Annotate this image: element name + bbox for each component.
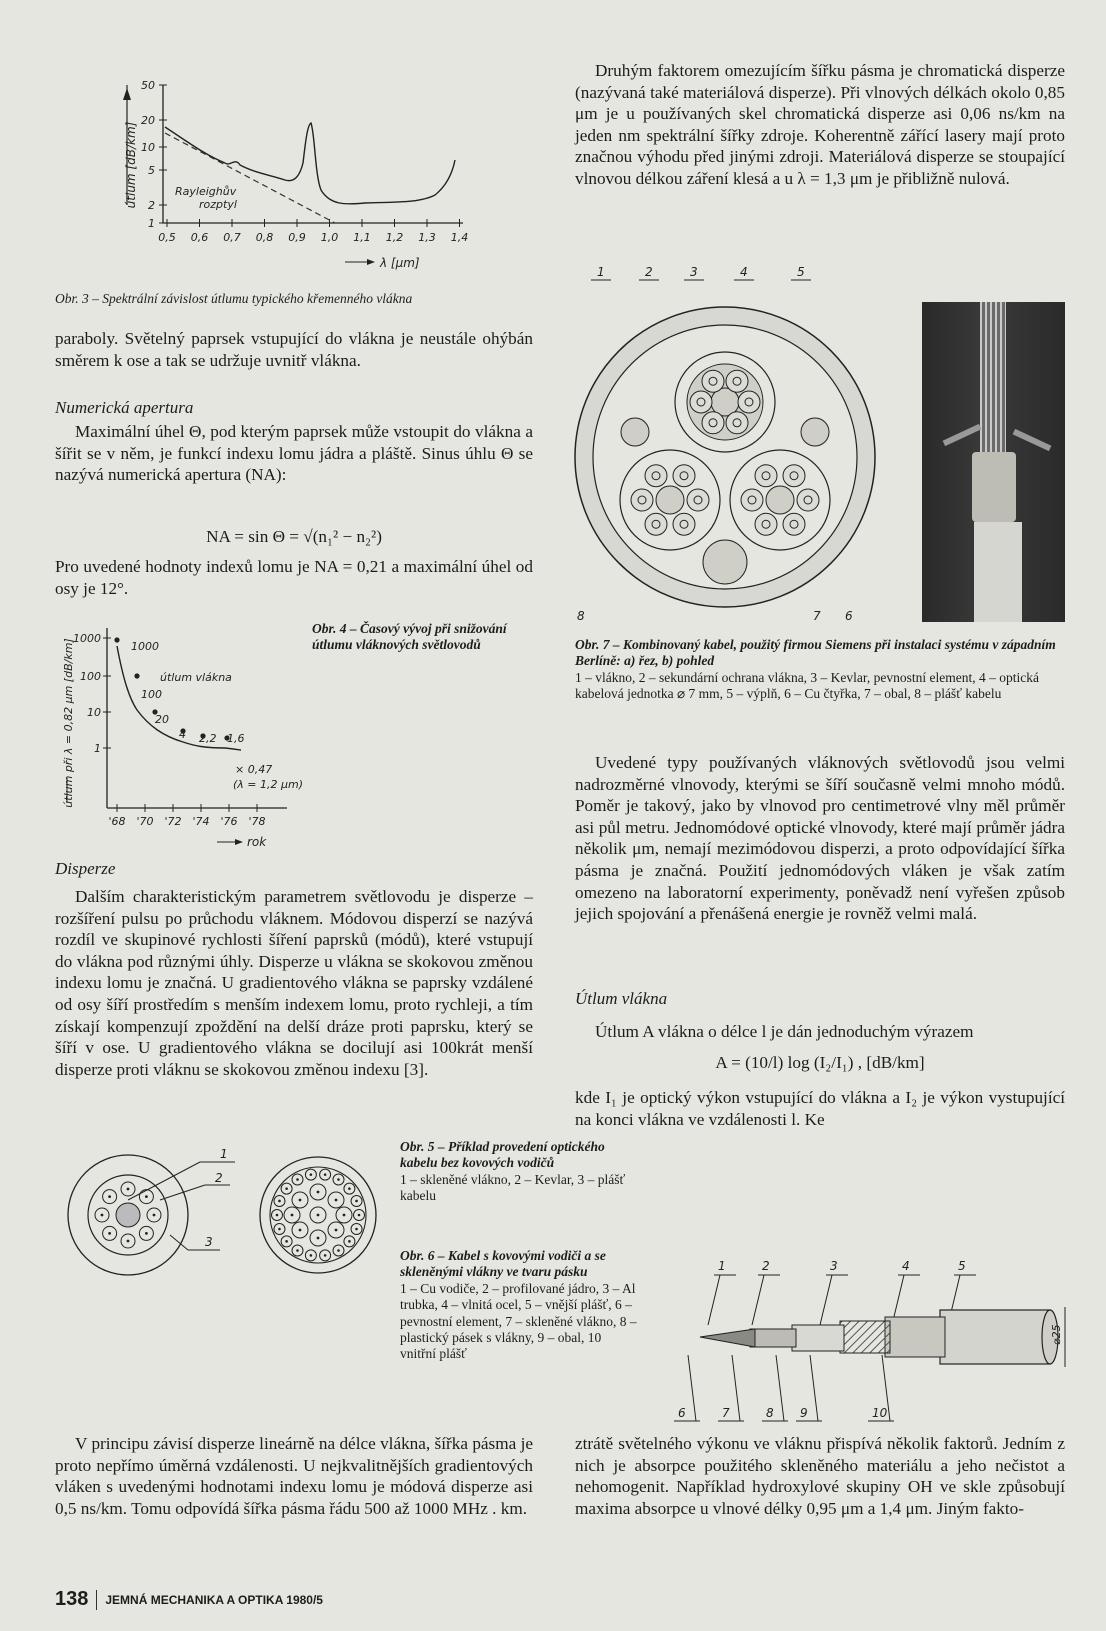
fig7-label-2: 2 — [645, 265, 653, 279]
fig6-side-label-3: 3 — [830, 1259, 838, 1273]
fig5-label-2: 2 — [215, 1171, 223, 1185]
figure-4-attenuation-trend-chart — [55, 618, 305, 863]
fig4-point-label-100: 100 — [141, 688, 162, 701]
fig6-side-label-1: 1 — [718, 1259, 726, 1273]
fig7-left-unit-element-5 — [673, 465, 695, 487]
footer-divider — [96, 1590, 97, 1610]
fig4-xtick-2: '72 — [164, 815, 182, 828]
fig7-left-unit-element-2 — [645, 513, 667, 535]
fig3-xtick-8: 1,3 — [418, 231, 436, 244]
fig5-caption-body: 1 – skleněné vlákno, 2 – Kevlar, 3 – plášť kabelu — [400, 1171, 626, 1204]
left-paragraph-3: Pro uvedené hodnoty indexů lomu je NA = 0,21 a maximální úhel od osy je 12°. — [55, 557, 533, 598]
fig6-side-label-8: 8 — [766, 1406, 774, 1420]
right-paragraph-1: Druhým faktorem omezujícím šířku pásma je chromatická disperze (nazývaná také materiálová disperze). Při vlnových délkách okolo 0,85 μm je u používaných skel chromatická disperze asi 0,06 ns/km na jeden nm spektrální šířky zdroje. Koherentně zářící lasery mají proto značnou výhodu před jinými zdroji. Materiálová disperze se stoupající vlnovou délkou záření klesá a u λ = 1,3 μm je přibližně nulová. — [575, 61, 1065, 188]
fig6-side-label-2: 2 — [762, 1259, 770, 1273]
fig7-unit-top — [675, 352, 775, 452]
fig4-curve-label: útlum vlákna — [160, 671, 232, 684]
fig7-left-unit-element-1 — [673, 513, 695, 535]
fig7-label-1: 1 — [597, 265, 605, 279]
fig4-point-label-20: 20 — [155, 713, 169, 726]
fig4-ytick-3: 1 — [94, 742, 101, 755]
figure-7-combined-cable-section — [575, 262, 895, 632]
fig7-left-unit-element-0 — [687, 489, 709, 511]
fig5-caption — [400, 1139, 640, 1205]
fig4-point-label-1000: 1000 — [131, 640, 159, 653]
fig7-top-unit-element-3 — [690, 391, 712, 413]
fig3-xtick-4: 0,9 — [288, 231, 306, 244]
fig7-right-unit-element-0 — [797, 489, 819, 511]
fig4-xtick-1: '70 — [136, 815, 154, 828]
fig7-caption-body: 1 – vlákno, 2 – sekundární ochrana vlákna, 3 – Kevlar, pevnostní element, 4 – optická kabelová jednotka ⌀ 7 mm, 5 – výplň, 6 – Cu čtyřka, 7 – obal, 8 – plášť kabelu — [575, 669, 1039, 702]
fig6-side-label-7: 7 — [722, 1406, 730, 1420]
heading-numerical-aperture: Numerická apertura — [55, 398, 194, 417]
fig3-ylabel: útlum [dB/km] — [124, 121, 138, 209]
footer — [55, 1588, 323, 1611]
left-paragraph-4: Dalším charakteristickým parametrem světlovodu je disperze – rozšíření pulsu po průchodu vláknem. Módovou disperzí se nazývá rozdíl ve skupinové rychlosti šíření paprsků (módů), které vstupují do vlákna pod různými úhly. Disperze u vlákna se skokovou změnou indexu lomu je značná. U gradientového vlákna se paprsky vzdálené od osy šíří prostředím s menším indexem lomu, proto rychleji, a tím získají kompenzují zpoždění na delší dráze proti paprsku, který se šíří v ose. U gradientového vlákna se docilují asi 100krát menší disperze proti vláknu se skokovou změnou indexu [3]. — [55, 887, 533, 1079]
fig7-label-4: 4 — [740, 265, 748, 279]
fig6-side-label-9: 9 — [800, 1406, 808, 1420]
figure-6-cable-side-view — [680, 1245, 1075, 1430]
figure-7-cable-photo — [922, 302, 1065, 622]
left-paragraph-2: Maximální úhel Θ, pod kterým paprsek může vstoupit do vlákna a šířit se v něm, je funkcí indexu lomu jádra a pláště. Sinus úhlu Θ se nazývá numerická apertura (NA): — [55, 422, 533, 485]
fig7-right-unit-element-4 — [755, 465, 777, 487]
fig7-unit-right — [730, 450, 830, 550]
fig6-side-label-4: 4 — [902, 1259, 910, 1273]
fig7-label-6: 6 — [845, 609, 853, 623]
fig4-point-label-wavelength: (λ = 1,2 μm) — [233, 778, 304, 791]
fig7-caption — [575, 637, 1070, 703]
fig6-cable-section — [260, 1157, 376, 1273]
fig3-xlabel: λ [μm] — [380, 256, 420, 270]
fig5-cable-section — [68, 1155, 188, 1275]
page-number: 138 — [55, 1588, 89, 1610]
fig3-annotation-1: Rayleighův — [175, 185, 237, 198]
left-p1: paraboly. Světelný paprsek vstupující do vlákna je neustále ohýbán směrem k ose a tak se udržuje uvnitř vlákna. — [55, 329, 533, 370]
fig6-caption-title: Obr. 6 – Kabel s kovovými vodiči a se skleněnými vlákny ve tvaru pásku — [400, 1248, 606, 1280]
heading-attenuation: Útlum vlákna — [575, 989, 668, 1008]
fig4-ytick-1: 100 — [80, 670, 101, 683]
fig3-rayleigh-line — [165, 133, 335, 223]
fig7-left-unit-element-3 — [631, 489, 653, 511]
fig7-right-unit-element-2 — [755, 513, 777, 535]
fig6-side-label-6: 6 — [678, 1406, 686, 1420]
fig7-right-unit-element-5 — [783, 465, 805, 487]
fig4-point-label-4: 4 — [179, 728, 186, 741]
fig3-xtick-3: 0,8 — [255, 231, 274, 244]
fig4-xtick-4: '76 — [220, 815, 238, 828]
fig4-xlabel: rok — [247, 835, 267, 849]
fig3-xtick-6: 1,1 — [353, 231, 371, 244]
fig3-ytick-2: 10 — [141, 141, 155, 154]
fig4-point-label-2-2: 2,2 — [199, 732, 217, 745]
fig4-xtick-5: '78 — [248, 815, 266, 828]
fig7-unit-left — [620, 450, 720, 550]
equation-attenuation: A = (10/l) log (I₂/I₁) , [dB/km] — [715, 1053, 925, 1072]
fig3-ytick-4: 2 — [148, 199, 155, 212]
fig7-top-unit-element-1 — [726, 412, 748, 434]
fig3-ytick-1: 20 — [141, 114, 155, 127]
fig4-point-label-0-47: × 0,47 — [235, 763, 273, 776]
fig4-xtick-0: '68 — [108, 815, 126, 828]
fig6-side-label-5: 5 — [958, 1259, 966, 1273]
fig4-ytick-0: 1000 — [73, 632, 101, 645]
fig3-xtick-1: 0,6 — [190, 231, 209, 244]
fig7-label-5: 5 — [797, 265, 805, 279]
right-paragraph-5: ztrátě světelného výkonu ve vláknu přispívá několik faktorů. Jedním z nich je absorpce použitého skleněného materiálu a jeho nečistot a nehomogenit. Například hydroxylové skupiny OH ve skle způsobují maxima absorpce u vlnové délky 0,95 μm a 1,4 μm. Jiným fakto- — [575, 1434, 1065, 1518]
fig3-ytick-5: 1 — [148, 217, 155, 230]
right-paragraph-2: Uvedené typy používaných vláknových světlovodů jsou velmi nadrozměrné vlnovody, kterými se šíří současně velmi mnoho módů. Poměr je takový, jako by vlnovod pro centimetrové vlny měl průměr asi půl metru. Jednomódové optické vlnovody, které mají průměr jádra několik μm, nemají mezimódovou disperzi, a proto odpovídající šířka pásma je značná. Použití jednomódových vláken je však zatím omezeno na laboratorní experimenty, poněvadž není vyřešen způsob jejich spojování a přenášená energie je rovněž velmi malá. — [575, 753, 1065, 924]
right-paragraph-3: Útlum A vlákna o délce l je dán jednoduchým výrazem — [595, 1022, 974, 1041]
fig5-label-3: 3 — [205, 1235, 213, 1249]
fig4-point-label-1-6: 1,6 — [227, 732, 245, 745]
fig4-data-point-1 — [134, 673, 139, 678]
fig7-top-unit-element-5 — [726, 370, 748, 392]
fig3-xtick-0: 0,5 — [158, 231, 176, 244]
fig7-top-unit-element-4 — [702, 370, 724, 392]
fig6-dimension: ⌀25 — [1050, 1324, 1063, 1345]
fig4-caption: Obr. 4 – Časový vývoj při snižování útlumu vláknových světlovodů — [312, 621, 507, 653]
fig3-xtick-2: 0,7 — [223, 231, 241, 244]
fig4-data-point-0 — [114, 637, 119, 642]
fig3-ytick-3: 5 — [148, 164, 155, 177]
fig7-right-unit-element-1 — [783, 513, 805, 535]
fig7-label-7: 7 — [813, 609, 821, 623]
fig6-side-label-10: 10 — [872, 1406, 888, 1420]
fig4-ytick-2: 10 — [87, 706, 101, 719]
fig7-top-unit-element-2 — [702, 412, 724, 434]
fig7-caption-title: Obr. 7 – Kombinovaný kabel, použitý firmou Siemens při instalaci systému v západním Berlíně: a) řez, b) pohled — [575, 637, 1056, 669]
fig6-caption-body: 1 – Cu vodiče, 2 – profilované jádro, 3 – Al trubka, 4 – vlnitá ocel, 5 – vnější plášť, 6 – pevnostní element, 7 – skleněné vlákno, 8 – plastický pásek s vlákny, 9 – obal, 10 vnitřní plášť — [400, 1280, 637, 1362]
fig5-caption-title: Obr. 5 – Příklad provedení optického kabelu bez kovových vodičů — [400, 1139, 605, 1171]
fig7-label-8: 8 — [577, 609, 585, 623]
fig7-right-unit-element-3 — [741, 489, 763, 511]
fig7-top-unit-element-0 — [738, 391, 760, 413]
fig7-left-unit-element-4 — [645, 465, 667, 487]
right-paragraph-4: kde I₁ je optický výkon vstupující do vlákna a I₂ je výkon vystupující na konci vlákna ve vzdálenosti l. Ke — [575, 1088, 1065, 1129]
journal-name: JEMNÁ MECHANIKA A OPTIKA 1980/5 — [105, 1592, 323, 1607]
fig3-ytick-0: 50 — [141, 79, 155, 92]
left-paragraph-5: V principu závisí disperze lineárně na délce vlákna, šířka pásma je proto nepřímo úměrná vzdálenosti. U nejkvalitnějších gradientových vláken s uvedenými hodnotami indexu lomu je módová disperze asi 0,5 ns/km. Tomu odpovídá šířka pásma řádu 500 až 1000 MHz . km. — [55, 1434, 533, 1518]
fig7-label-3: 3 — [690, 265, 698, 279]
fig3-caption: Obr. 3 – Spektrální závislost útlumu typického křemenného vlákna — [55, 291, 413, 306]
fig3-xtick-9: 1,4 — [450, 231, 469, 244]
figure-3-attenuation-chart — [95, 55, 525, 290]
equation-na: NA = sin Θ = √(n₁² − n₂²) — [206, 527, 382, 546]
fig3-xtick-5: 1,0 — [320, 231, 339, 244]
fig4-xtick-3: '74 — [192, 815, 210, 828]
fig3-annotation-2: rozptyl — [199, 198, 237, 211]
fig4-ylabel: útlum při λ = 0,82 μm [dB/km] — [62, 638, 75, 808]
left-paragraph-1 — [55, 328, 533, 371]
fig6-caption — [400, 1248, 640, 1363]
figure-5-6-cable-cross-sections — [60, 1140, 390, 1285]
heading-dispersion: Disperze — [55, 859, 116, 878]
fig3-xtick-7: 1,2 — [385, 231, 404, 244]
fig5-label-1: 1 — [220, 1147, 228, 1161]
